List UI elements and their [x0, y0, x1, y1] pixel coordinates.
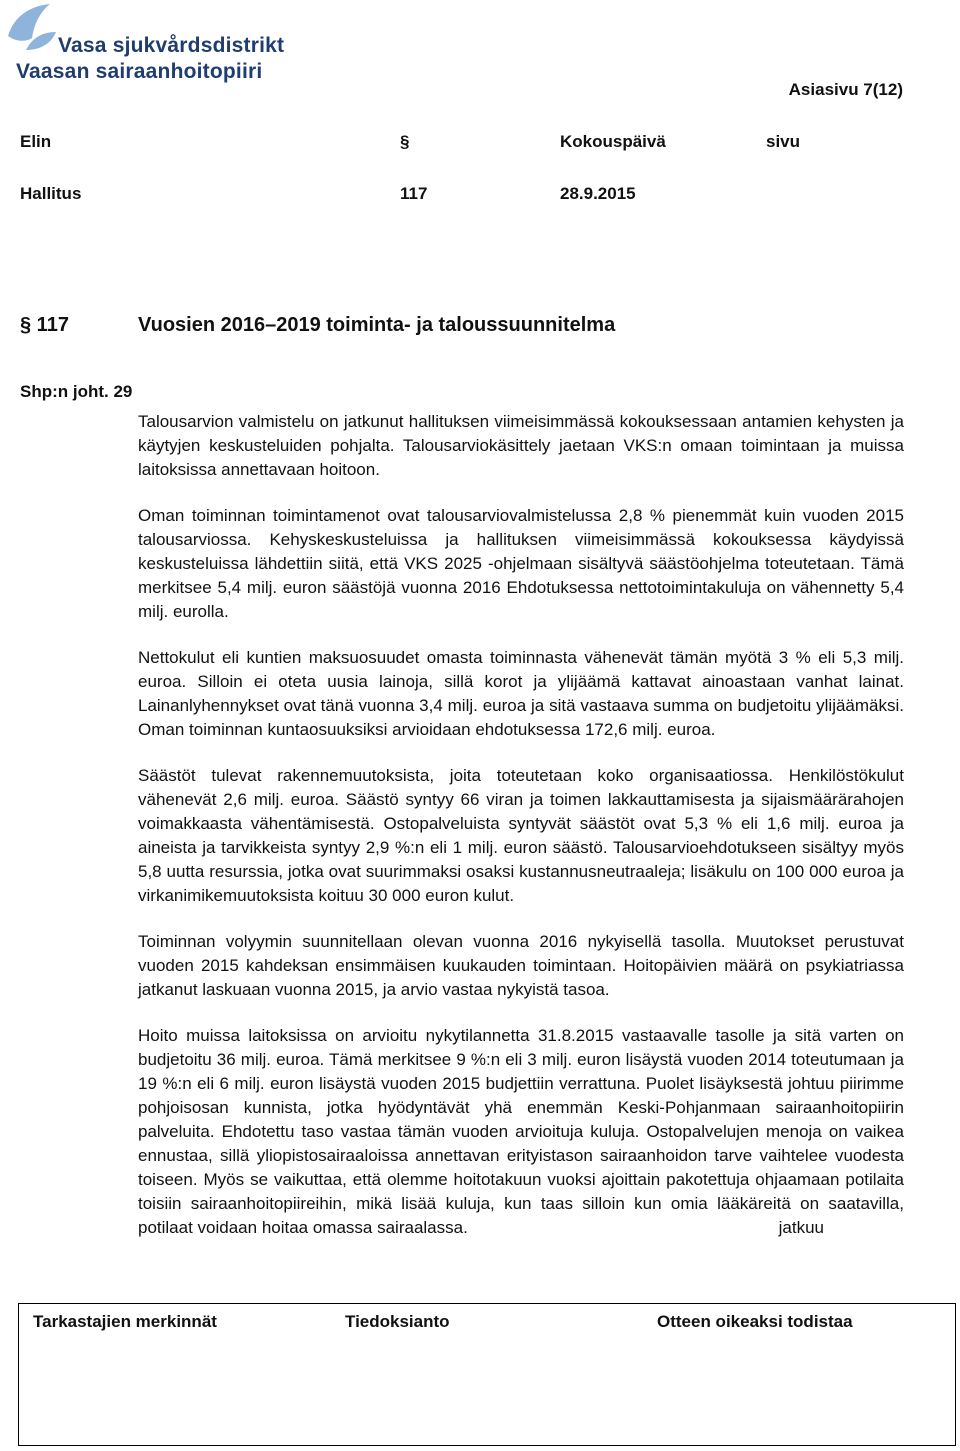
section-heading — [20, 314, 615, 337]
continued-label: jatkuu — [778, 1218, 824, 1237]
header-label-body: Elin — [20, 132, 52, 151]
document-body — [138, 410, 904, 1240]
section-title: Vuosien 2016–2019 toiminta- ja taloussuunnitelma — [138, 314, 616, 336]
organization-name-swedish: Vasa sjukvårdsdistrikt — [58, 34, 285, 57]
organization-name-finnish: Vaasan sairaanhoitopiiri — [16, 60, 263, 83]
paragraph-text: Hoito muissa laitoksissa on arvioitu nykytilannetta 31.8.2015 vastaavalle tasolle ja sitä varten on budjetoitu 36 milj. euroa. Tämä merkitsee 9 %:n eli 3 milj. euron lisäystä vuoden 2014 toteutumaan ja 19 %:n eli 6 milj. euron lisäystä vuoden 2015 budjettiin verrattuna. Puolet lisäyksestä johtuu piirimme pohjoisosan kunnista, jotka hyödyntävät yhä enemmän Keski-Pohjanmaan sairaanhoitopiirin palveluita. Ehdotettu taso vastaa tämän vuoden arvioituja kuluja. Ostopalvelujen menoja on vaikea ennustaa, sillä yliopistosairaaloissa annettavan erityistason sairaanhoidon tarve vaihtelee vuodesta toiseen. Myös se vaikuttaa, että olemme hoitotakuun vuoksi ajoittain pakotettuja ohjaamaan potilaita toisiin sairaanhoitopiireihin, mikä lisää kuluja, kun taas silloin kun omia lääkäreitä on saatavilla, potilaat voidaan hoitaa omassa sairaalassa. — [138, 1026, 904, 1237]
header-label-date: Kokouspäivä — [560, 132, 666, 151]
paragraph-last — [138, 1024, 904, 1240]
page-number: Asiasivu 7(12) — [788, 80, 903, 99]
paragraph: Toiminnan volyymin suunnitellaan olevan vuonna 2016 nykyisellä tasolla. Muutokset perustuvat vuoden 2015 kahdeksan ensimmäisen kuukauden toimintaan. Hoitopäivien määrä on psykiatriassa jatkanut laskuaan vuonna 2015, ja arvio vastaa nykyistä tasoa. — [138, 932, 904, 999]
header-value-body: Hallitus — [20, 184, 82, 203]
footer-table — [18, 1303, 956, 1446]
paragraph: Talousarvion valmistelu on jatkunut hallituksen viimeisimmässä kokouksessaan antamien kehysten ja käytyjen keskusteluiden pohjalta. Talousarviokäsittely jaetaan VKS:n omaan toimintaan ja muissa laitoksissa annettavaan hoitoon. — [138, 412, 904, 479]
section-number: § 117 — [20, 314, 69, 336]
proposer-label: Shp:n joht. 29 — [20, 382, 133, 401]
footer-notification: Tiedoksianto — [345, 1312, 450, 1331]
footer-reviewers: Tarkastajien merkinnät — [33, 1312, 217, 1331]
header-value-date: 28.9.2015 — [560, 184, 636, 203]
header-label-paragraph: § — [400, 132, 410, 151]
organization-logo — [6, 2, 58, 54]
header-value-paragraph: 117 — [400, 184, 428, 203]
header-label-page: sivu — [766, 132, 801, 151]
paragraph: Nettokulut eli kuntien maksuosuudet omasta toiminnasta vähenevät tämän myötä 3 % eli 5,3 milj. euroa. Silloin ei oteta uusia lainoja, sillä korot ja ylijäämä kattavat ainoastaan vanhat lainat. Lainanlyhennykset ovat tänä vuonna 3,4 milj. euroa ja sitä vastaava summa on budjetoitu ylijäämäksi. Oman toiminnan kuntaosuuksiksi arvioidaan ehdotuksessa 172,6 milj. euroa. — [138, 648, 904, 739]
footer-certified-copy: Otteen oikeaksi todistaa — [657, 1312, 853, 1331]
paragraph: Säästöt tulevat rakennemuutoksista, joita toteutetaan koko organisaatiossa. Henkilöstökulut vähenevät 2,6 milj. euroa. Säästö syntyy 66 viran ja toimen lakkauttamisesta ja sijaismäärärahojen voimakkaasta vähentämisestä. Ostopalveluista syntyvät säästöt ovat 5,3 % eli 1,6 milj. euroa ja aineista ja tarvikkeista syntyy 2,9 %:n eli 1 milj. euron säästö. Talousarvioehdotukseen sisältyy myös 5,8 uutta resurssia, jotka ovat suurimmaksi osaksi kustannusneutraaleja; lisäkulu on 100 000 euroa ja virkanimikemuutoksista koituu 30 000 euron kulut. — [138, 766, 904, 905]
paragraph: Oman toiminnan toimintamenot ovat talousarviovalmistelussa 2,8 % pienemmät kuin vuoden 2015 talousarviossa. Kehyskeskusteluissa ja hallituksen viimeisimmässä kokouksessa käydyissä keskusteluissa lähdettiin siitä, että VKS 2025 -ohjelmaan sisältyvä säästöohjelma toteutetaan. Tämä merkitsee 5,4 milj. euron säästöjä vuonna 2016 Ehdotuksessa nettotoimintakuluja on vähennetty 5,4 milj. eurolla. — [138, 506, 904, 621]
